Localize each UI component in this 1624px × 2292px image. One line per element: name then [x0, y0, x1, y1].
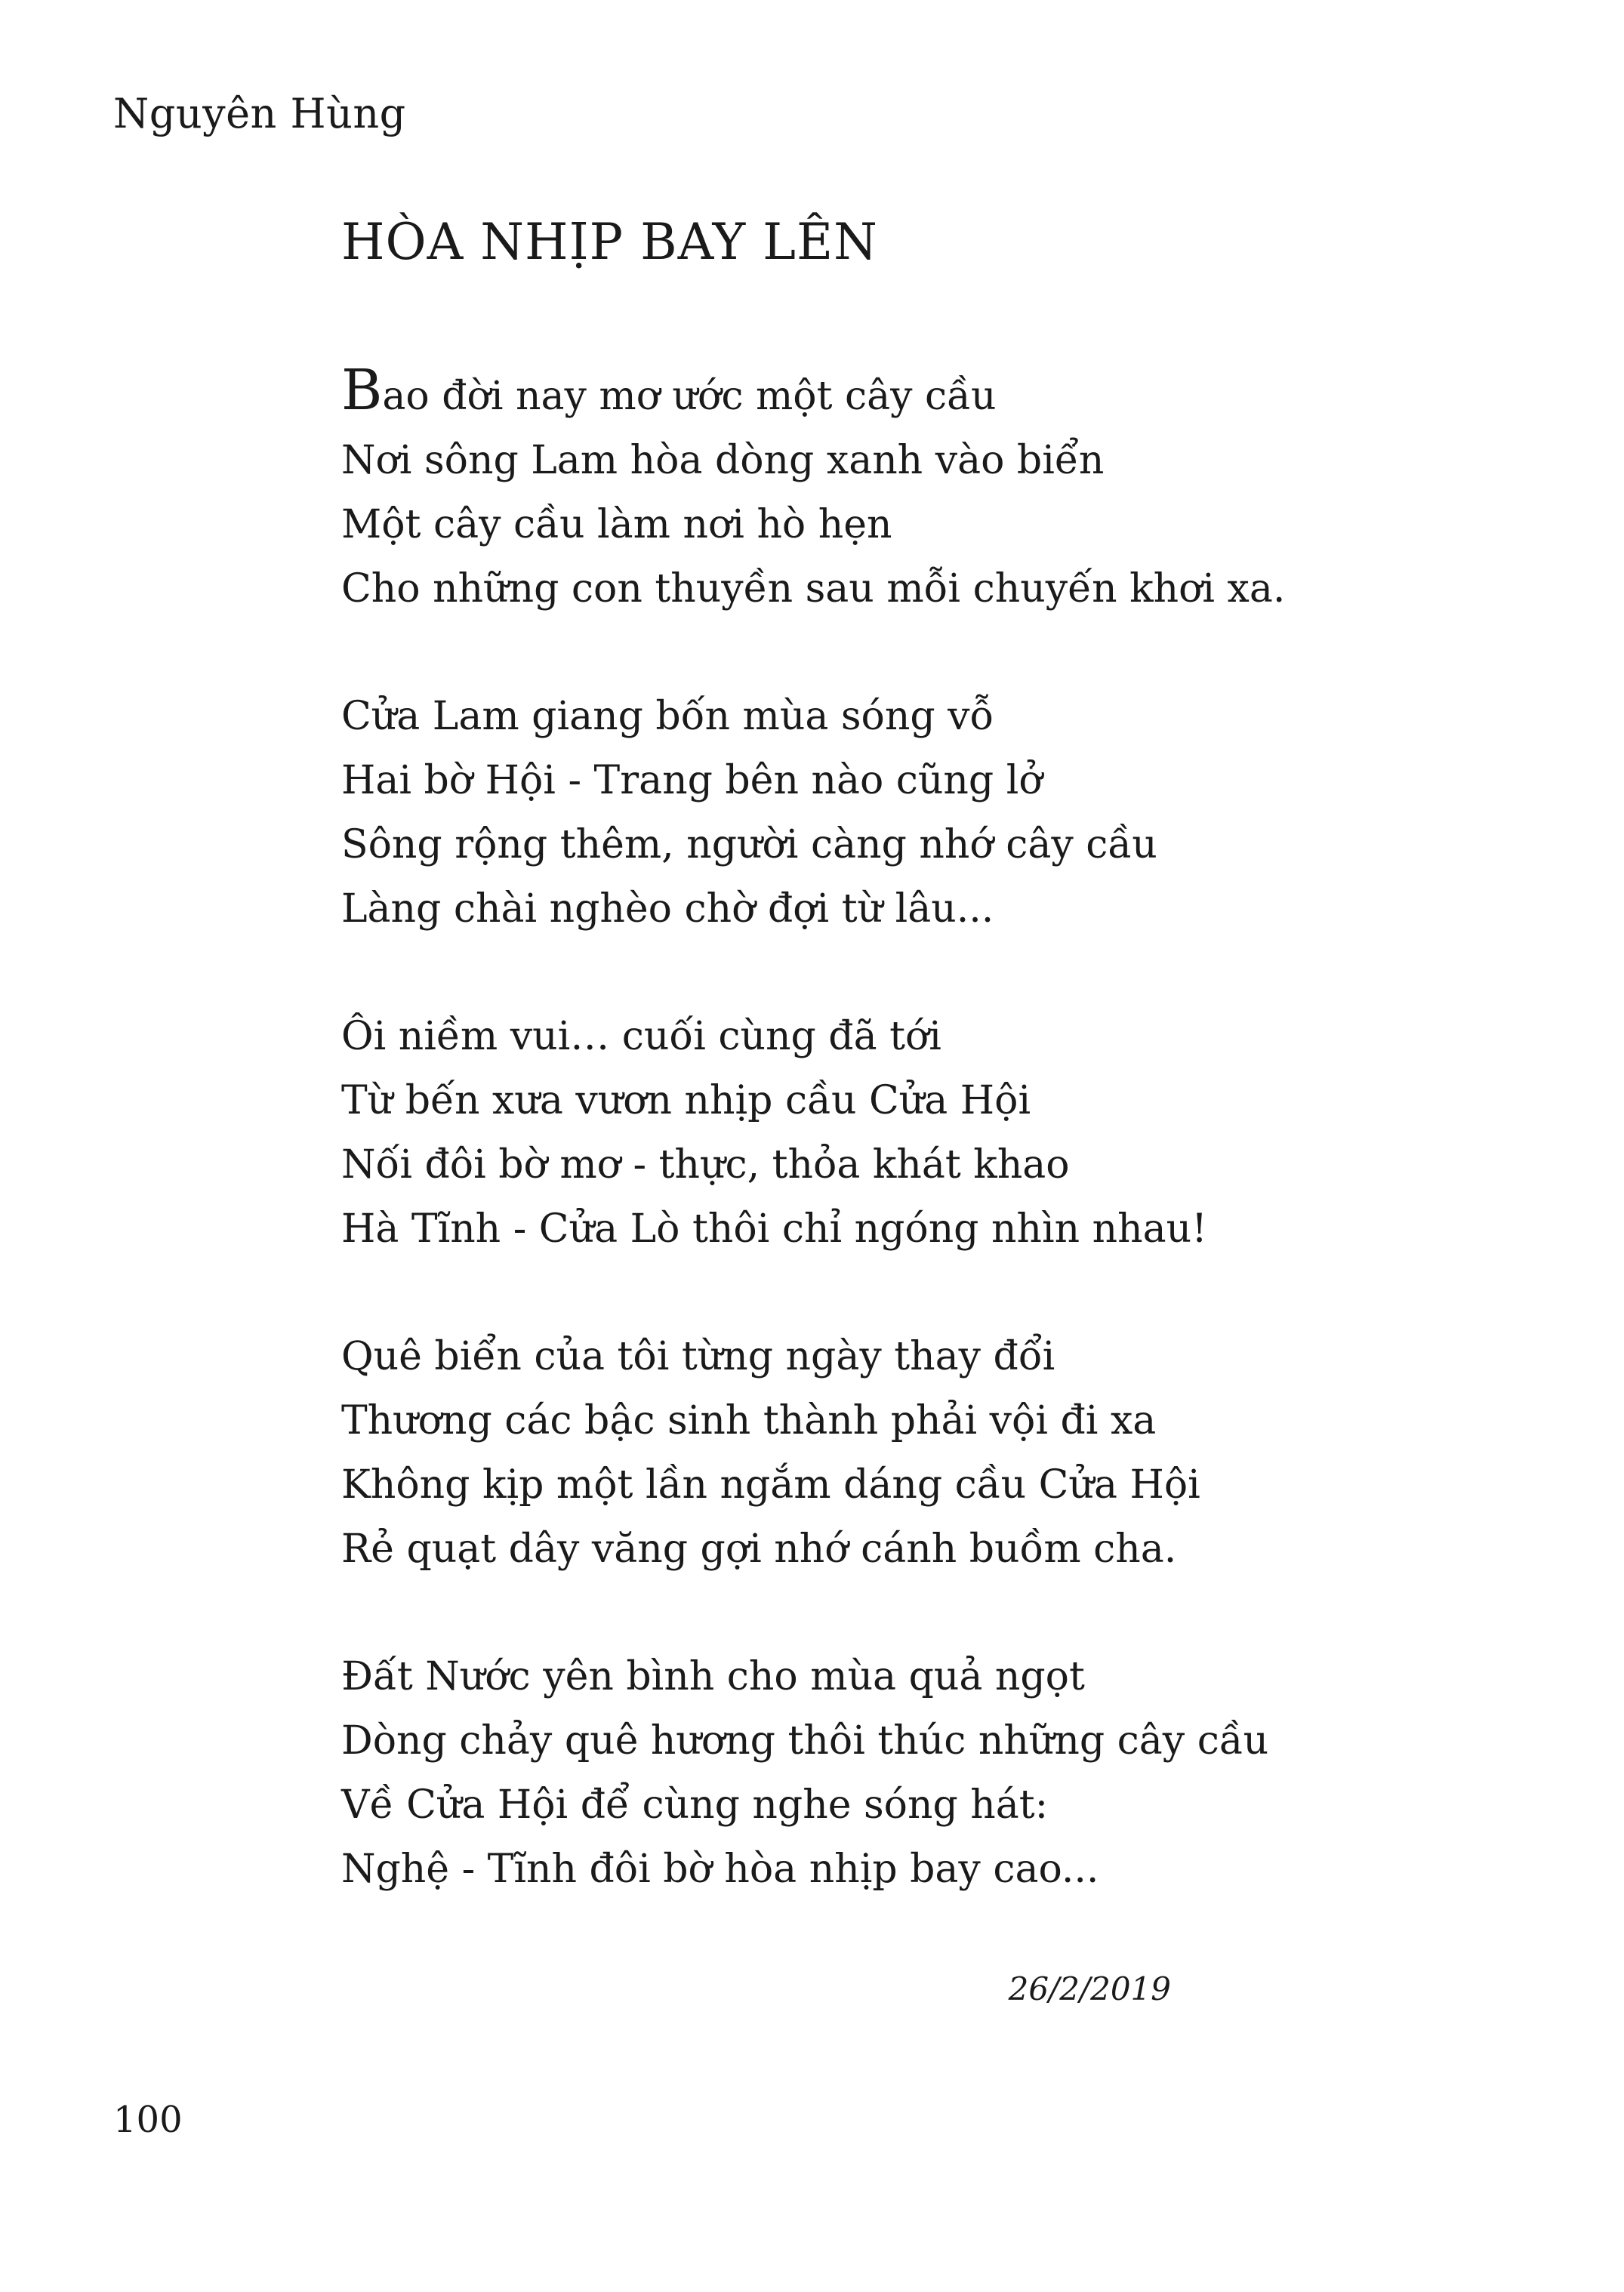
poem-line: Hai bờ Hội - Trang bên nào cũng lở: [341, 758, 1043, 803]
poem-line: Nghệ - Tĩnh đôi bờ hòa nhịp bay cao...: [341, 1847, 1099, 1892]
poem-line: Từ bến xưa vươn nhịp cầu Cửa Hội: [341, 1078, 1031, 1123]
poem-line: Quê biển của tôi từng ngày thay đổi: [341, 1334, 1055, 1379]
poem-line: Ôi niềm vui… cuối cùng đã tới: [341, 1014, 941, 1059]
stanza-4: [341, 1325, 1549, 1582]
stanza-1: [341, 358, 1549, 621]
poem-line: Một cây cầu làm nơi hò hẹn: [341, 502, 892, 547]
running-header-author: Nguyên Hùng: [113, 90, 406, 137]
poem-line: Cho những con thuyền sau mỗi chuyến khơi xa.: [341, 566, 1286, 612]
poem-line: Đất Nước yên bình cho mùa quả ngọt: [341, 1654, 1085, 1699]
stanza-5: [341, 1645, 1549, 1902]
poem-line: Thương các bậc sinh thành phải vội đi xa: [341, 1398, 1157, 1443]
poem-line: Rẻ quạt dây văng gợi nhớ cánh buồm cha.: [341, 1526, 1177, 1572]
poem-line: Không kịp một lần ngắm dáng cầu Cửa Hội: [341, 1462, 1200, 1508]
poem-line: Cửa Lam giang bốn mùa sóng vỗ: [341, 694, 994, 739]
poem-line: Sông rộng thêm, người càng nhớ cây cầu: [341, 822, 1157, 867]
poem-line-text: ao đời nay mơ ước một cây cầu: [382, 374, 997, 419]
poem-line: Dòng chảy quê hương thôi thúc những cây cầu: [341, 1718, 1269, 1764]
poem-line: Hà Tĩnh - Cửa Lò thôi chỉ ngóng nhìn nhau!: [341, 1206, 1207, 1252]
poem-date: 26/2/2019: [1008, 1970, 1171, 2007]
stanza-3: [341, 1005, 1549, 1262]
poem-line: Nơi sông Lam hòa dòng xanh vào biển: [341, 438, 1105, 483]
page-number: 100: [113, 2099, 183, 2141]
poem-line: Làng chài nghèo chờ đợi từ lâu...: [341, 886, 994, 932]
poem-line: [341, 358, 1549, 429]
stanza-2: [341, 685, 1549, 941]
poem-body: [341, 358, 1549, 1965]
poem-line: Nối đôi bờ mơ - thực, thỏa khát khao: [341, 1142, 1070, 1188]
poem-title: HÒA NHỊP BAY LÊN: [341, 213, 878, 271]
drop-cap: B: [341, 358, 383, 423]
poem-line: Về Cửa Hội để cùng nghe sóng hát:: [341, 1782, 1049, 1828]
